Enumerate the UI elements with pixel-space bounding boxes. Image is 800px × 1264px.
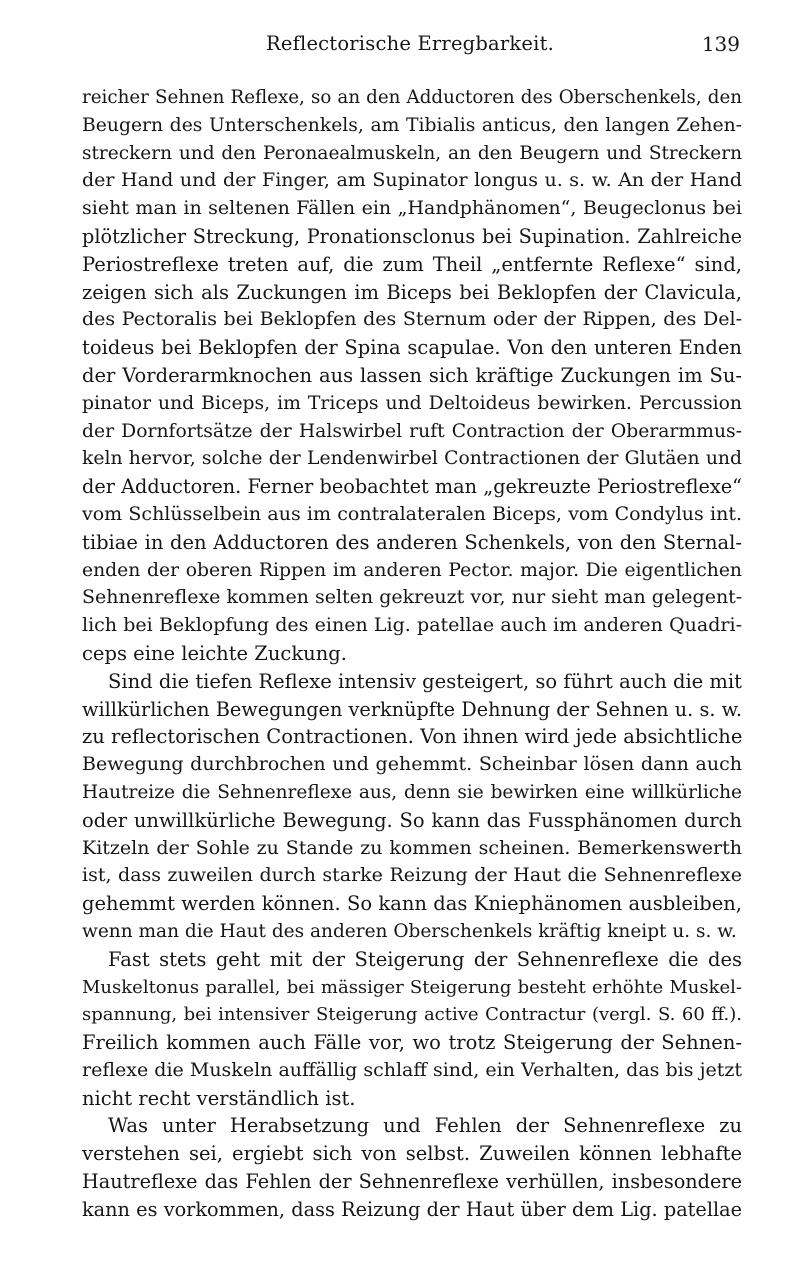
text-line: willkürlichen Bewegungen verknüpfte Dehnung der Sehnen u. s. w. [82, 697, 742, 721]
text-line: spannung, bei intensiver Steigerung active Contractur (vergl. S. 60 ff.). [82, 1004, 742, 1026]
text-line: streckern und den Peronaealmuskeln, an den Beugern und Streckern [82, 142, 742, 164]
text-line: enden der oberen Rippen im anderen Pector. major. Die eigentlichen [82, 559, 742, 581]
text-line: pinator und Biceps, im Triceps und Deltoideus bewirken. Percussion [82, 392, 742, 414]
text-line: Was unter Herabsetzung und Fehlen der Sehnenreflexe zu [108, 1114, 742, 1138]
text-line: lich bei Beklopfung des einen Lig. patellae auch im anderen Quadri- [82, 614, 742, 637]
text-line: nicht recht verständlich ist. [82, 1086, 356, 1110]
text-line: vom Schlüsselbein aus im contralateralen Biceps, vom Condylus int. [82, 502, 742, 525]
text-line: oder unwillkürliche Bewegung. So kann das Fussphänomen durch [82, 808, 742, 832]
text-line: Muskeltonus parallel, bei mässiger Steigerung besteht erhöhte Muskel- [82, 976, 742, 998]
text-line: reicher Sehnen Reflexe, so an den Adductoren des Oberschenkels, den [82, 87, 742, 108]
text-line: Hautreize die Sehnenreflexe aus, denn sie bewirken eine willkürliche [82, 781, 742, 803]
text-line: gehemmt werden können. So kann das Kniephänomen ausbleiben, [82, 892, 742, 916]
text-line: Fast stets geht mit der Steigerung der Sehnenreflexe die des [108, 947, 742, 971]
text-line: zu reflectorischen Contractionen. Von ihnen wird jede absichtliche [82, 725, 743, 749]
text-line: Sehnenreflexe kommen selten gekreuzt vor, nur sieht man gelegent- [82, 586, 743, 609]
text-line: der Adductoren. Ferner beobachtet man „gekreuzte Periostreflexe“ [82, 475, 742, 499]
text-line: plötzlicher Streckung, Pronationsclonus bei Supination. Zahlreiche [82, 224, 742, 248]
text-line: des Pectoralis bei Beklopfen des Sternum oder der Rippen, des Del- [82, 308, 742, 331]
text-line: reflexe die Muskeln auffällig schlaff sind, ein Verhalten, das bis jetzt [82, 1058, 742, 1081]
text-line: Beugern des Unterschenkels, am Tibialis anticus, den langen Zehen- [82, 114, 742, 136]
text-line: Periostreflexe treten auf, die zum Theil „entfernte Reflexe“ sind, [82, 252, 742, 276]
text-line: Freilich kommen auch Fälle vor, wo trotz Steigerung der Sehnen- [82, 1031, 742, 1055]
text-line: Kitzeln der Sohle zu Stande zu kommen scheinen. Bemerkenswerth [82, 836, 742, 859]
running-title: Reflectorische Erregbarkeit. [265, 32, 555, 55]
text-line: keln hervor, solche der Lendenwirbel Contractionen der Glutäen und [82, 448, 742, 470]
text-line: der Dornfortsätze der Halswirbel ruft Contraction der Oberarmmus- [82, 420, 742, 442]
text-line: Sind die tiefen Reflexe intensiv gesteigert, so führt auch die mit [108, 669, 742, 693]
text-line: tibiae in den Adductoren des anderen Schenkels, von den Sternal- [82, 530, 742, 554]
text-line: Bewegung durchbrochen und gehemmt. Scheinbar lösen dann auch [82, 753, 742, 776]
text-line: Hautreflexe das Fehlen der Sehnenreflexe verhüllen, insbesondere [82, 1170, 742, 1194]
text-line: verstehen sei, ergiebt sich von selbst. Zuweilen können lebhafte [82, 1142, 742, 1166]
page-number: 139 [701, 32, 740, 56]
text-line: toideus bei Beklopfen der Spina scapulae. Von den unteren Enden [82, 336, 742, 360]
text-line: der Hand und der Finger, am Supinator longus u. s. w. An der Hand [82, 169, 742, 192]
text-line: ist, dass zuweilen durch starke Reizung der Haut die Sehnenreflexe [82, 864, 742, 887]
page-header [80, 32, 740, 62]
text-line: wenn man die Haut des anderen Oberschenkels kräftig kneipt u. s. w. [82, 920, 737, 942]
text-line: der Vorderarmknochen aus lassen sich kräftige Zuckungen im Su- [82, 363, 742, 387]
text-line: ceps eine leichte Zuckung. [82, 641, 347, 665]
text-line: sieht man in seltenen Fällen ein „Handphänomen“, Beugeclonus bei [82, 197, 742, 220]
body-text [82, 84, 742, 1224]
text-line: kann es vorkommen, dass Reizung der Haut über dem Lig. patellae [82, 1197, 742, 1221]
text-line: zeigen sich als Zuckungen im Biceps bei Beklopfen der Clavicula, [82, 280, 742, 304]
